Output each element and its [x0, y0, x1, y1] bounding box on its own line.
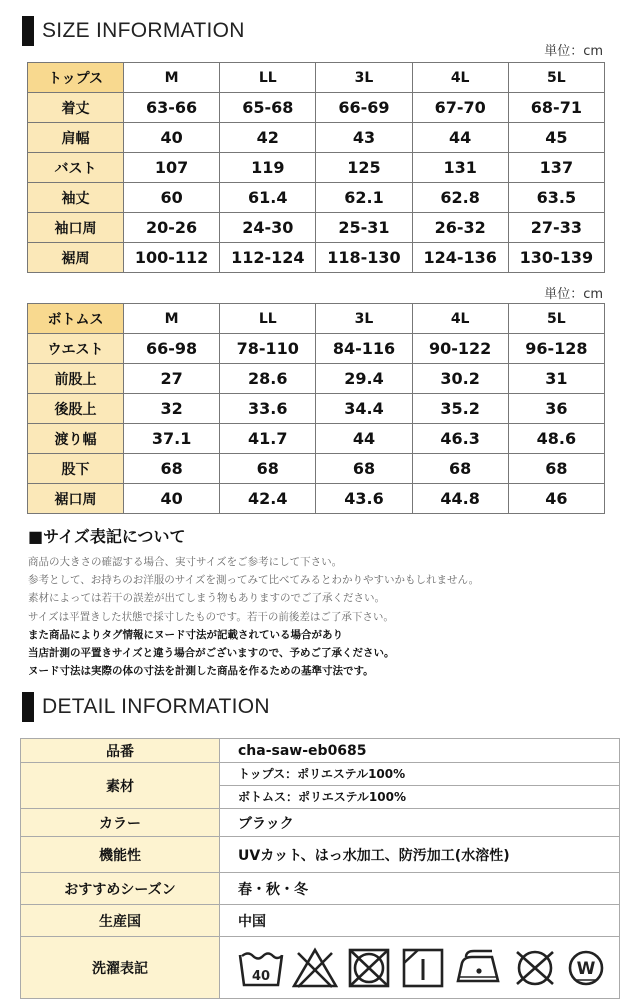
notes-title: ■サイズ表記について [28, 527, 186, 546]
no-tumble-dry-icon [346, 947, 392, 989]
section-marker [22, 16, 34, 46]
unit-label: 単位：cm [544, 44, 603, 59]
table-cell: 45 [508, 123, 604, 153]
table-cell: 68 [220, 454, 316, 484]
section-title: DETAIL INFORMATION [42, 695, 270, 718]
table-cell: 20-26 [124, 213, 220, 243]
table-row [28, 454, 605, 484]
row-label: 前股上 [28, 364, 124, 394]
table-cell: 48.6 [508, 424, 604, 454]
detail-label: 洗濯表記 [21, 937, 220, 999]
section-title: SIZE INFORMATION [42, 19, 245, 42]
note-line-bold: 当店計測の平置きサイズと違う場合がございますので、予めご了承ください。 [28, 647, 395, 660]
table-cell: 84-116 [316, 334, 412, 364]
header-cell: M [124, 63, 220, 93]
table-cell: 68 [316, 454, 412, 484]
table-cell: 68-71 [508, 93, 604, 123]
table-row [28, 93, 605, 123]
row-label: 股下 [28, 454, 124, 484]
table-cell: 65-68 [220, 93, 316, 123]
table-cell: 43 [316, 123, 412, 153]
table-cell: 44 [316, 424, 412, 454]
table-row [28, 364, 605, 394]
origin-value: 中国 [220, 905, 620, 937]
table-cell: 61.4 [220, 183, 316, 213]
wash-40-icon [238, 947, 284, 989]
detail-row-material [21, 763, 620, 809]
table-row [28, 153, 605, 183]
table-cell: 28.6 [220, 364, 316, 394]
detail-label: おすすめシーズン [21, 873, 220, 905]
table-cell: 68 [412, 454, 508, 484]
table-cell: 40 [124, 484, 220, 514]
wet-clean-icon [566, 947, 606, 989]
function-value: UVカット、はっ水加工、防汚加工(水溶性) [220, 837, 620, 873]
table-cell: 43.6 [316, 484, 412, 514]
table-cell: 100-112 [124, 243, 220, 273]
note-line-bold: また商品によりタグ情報にヌード寸法が記載されている場合があり [28, 628, 343, 641]
detail-row-season [21, 873, 620, 905]
table-cell: 90-122 [412, 334, 508, 364]
table-cell: 37.1 [124, 424, 220, 454]
detail-row-care [21, 937, 620, 999]
table-cell: 124-136 [412, 243, 508, 273]
color-value: ブラック [220, 809, 620, 837]
detail-label: 機能性 [21, 837, 220, 873]
table-cell: 63-66 [124, 93, 220, 123]
row-label: ウエスト [28, 334, 124, 364]
table-cell: 66-69 [316, 93, 412, 123]
tops-size-table [27, 62, 605, 273]
table-cell: 62.1 [316, 183, 412, 213]
table-row [28, 183, 605, 213]
table-cell: 78-110 [220, 334, 316, 364]
header-cell: 4L [412, 304, 508, 334]
table-cell: 112-124 [220, 243, 316, 273]
note-line-bold: ヌード寸法は実際の体の寸法を計測した商品を作るための基準寸法です。 [28, 665, 374, 678]
size-notes [28, 524, 618, 680]
row-label: 袖口周 [28, 213, 124, 243]
header-cell: LL [220, 63, 316, 93]
table-cell: 137 [508, 153, 604, 183]
note-line: サイズは平置きした状態で採寸したものです。若干の前後差はご了承下さい。 [28, 610, 394, 623]
table-cell: 36 [508, 394, 604, 424]
detail-row-function [21, 837, 620, 873]
row-label: 肩幅 [28, 123, 124, 153]
table-cell: 34.4 [316, 394, 412, 424]
detail-label: カラー [21, 809, 220, 837]
detail-label: 生産国 [21, 905, 220, 937]
table-cell: 42 [220, 123, 316, 153]
header-cell: 5L [508, 63, 604, 93]
table-cell: 27-33 [508, 213, 604, 243]
line-dry-icon [400, 947, 446, 989]
table-row [28, 394, 605, 424]
season-value: 春・秋・冬 [220, 873, 620, 905]
table-cell: 32 [124, 394, 220, 424]
row-label: バスト [28, 153, 124, 183]
no-bleach-icon [292, 947, 338, 989]
table-cell: 60 [124, 183, 220, 213]
header-cell: ボトムス [28, 304, 124, 334]
table-cell: 67-70 [412, 93, 508, 123]
table-row [28, 123, 605, 153]
bottoms-size-table [27, 303, 605, 514]
note-line: 商品の大きさの確認する場合、実寸サイズをご参考にして下さい。 [28, 556, 343, 568]
material-bottoms: ボトムス：ポリエステル100% [220, 785, 619, 808]
table-cell: 131 [412, 153, 508, 183]
header-cell: 5L [508, 304, 604, 334]
table-row [28, 334, 605, 364]
table-cell: 68 [124, 454, 220, 484]
row-label: 袖丈 [28, 183, 124, 213]
table-cell: 125 [316, 153, 412, 183]
table-cell: 27 [124, 364, 220, 394]
note-line: 参考として、お持ちのお洋服のサイズを測ってみて比べてみるとわかりやすいかもしれません。 [28, 574, 480, 587]
sku-value: cha-saw-eb0685 [220, 739, 620, 763]
size-information-header [22, 16, 245, 46]
table-cell: 30.2 [412, 364, 508, 394]
header-cell: トップス [28, 63, 124, 93]
table-cell: 119 [220, 153, 316, 183]
wash-temp-label: 40 [251, 968, 271, 984]
header-cell: 3L [316, 63, 412, 93]
header-cell: M [124, 304, 220, 334]
material-value [220, 763, 620, 809]
row-label: 裾口周 [28, 484, 124, 514]
table-cell: 68 [508, 454, 604, 484]
detail-row-origin [21, 905, 620, 937]
row-label: 着丈 [28, 93, 124, 123]
table-cell: 107 [124, 153, 220, 183]
table-cell: 130-139 [508, 243, 604, 273]
unit-label: 単位：cm [544, 287, 603, 302]
table-header-row [28, 63, 605, 93]
table-row [28, 243, 605, 273]
row-label: 後股上 [28, 394, 124, 424]
table-cell: 40 [124, 123, 220, 153]
table-cell: 24-30 [220, 213, 316, 243]
table-cell: 118-130 [316, 243, 412, 273]
detail-table [20, 738, 620, 999]
row-label: 裾周 [28, 243, 124, 273]
table-cell: 63.5 [508, 183, 604, 213]
note-line: 素材によっては若干の誤差が出てしまう物もありますのでご了承ください。 [28, 592, 385, 605]
care-icons [220, 937, 620, 999]
table-row [28, 424, 605, 454]
table-cell: 46 [508, 484, 604, 514]
row-label: 渡り幅 [28, 424, 124, 454]
table-cell: 31 [508, 364, 604, 394]
table-row [28, 213, 605, 243]
table-cell: 26-32 [412, 213, 508, 243]
header-cell: LL [220, 304, 316, 334]
table-cell: 25-31 [316, 213, 412, 243]
table-cell: 46.3 [412, 424, 508, 454]
section-marker [22, 692, 34, 722]
table-cell: 35.2 [412, 394, 508, 424]
table-cell: 29.4 [316, 364, 412, 394]
detail-label: 品番 [21, 739, 220, 763]
detail-row-sku [21, 739, 620, 763]
wet-clean-letter: W [576, 958, 596, 979]
table-cell: 33.6 [220, 394, 316, 424]
table-cell: 62.8 [412, 183, 508, 213]
table-cell: 41.7 [220, 424, 316, 454]
table-cell: 96-128 [508, 334, 604, 364]
detail-label: 素材 [21, 763, 220, 809]
table-cell: 44.8 [412, 484, 508, 514]
detail-information-header [22, 692, 270, 722]
header-cell: 4L [412, 63, 508, 93]
table-cell: 44 [412, 123, 508, 153]
header-cell: 3L [316, 304, 412, 334]
table-cell: 42.4 [220, 484, 316, 514]
table-header-row [28, 304, 605, 334]
table-cell: 66-98 [124, 334, 220, 364]
no-dry-clean-icon [512, 947, 558, 989]
table-row [28, 484, 605, 514]
detail-row-color [21, 809, 620, 837]
material-tops: トップス：ポリエステル100% [238, 767, 406, 781]
iron-low-icon [454, 947, 504, 989]
